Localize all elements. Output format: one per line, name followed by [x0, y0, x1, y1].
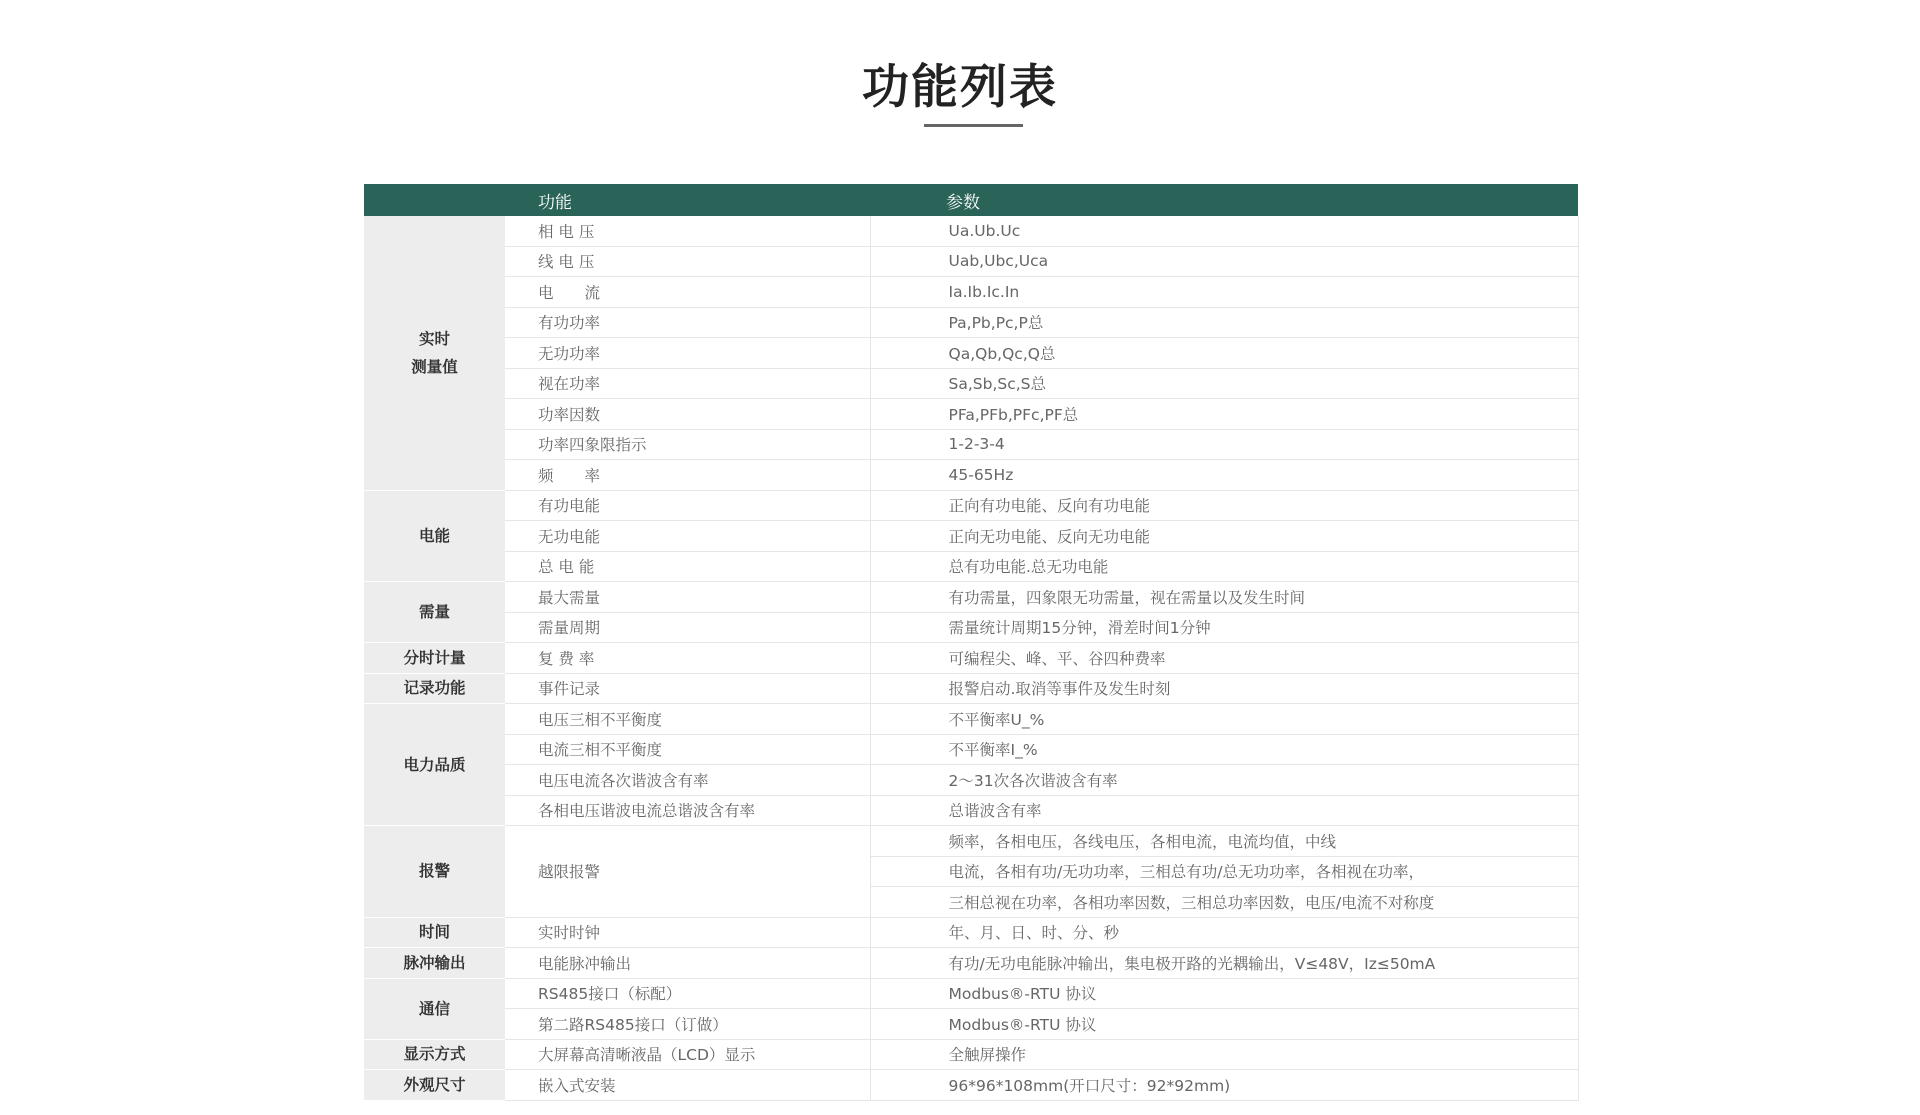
parameter-cell: 年、月、日、时、分、秒	[870, 917, 1578, 948]
table-row	[364, 490, 1578, 521]
parameter-cell: 需量统计周期15分钟，滑差时间1分钟	[870, 612, 1578, 643]
table-row	[364, 307, 1578, 338]
function-cell: 线 电 压	[505, 246, 870, 277]
parameter-cell: 正向有功电能、反向有功电能	[870, 490, 1578, 521]
category-cell	[364, 704, 505, 826]
category-label: 记录功能	[403, 679, 466, 698]
category-label: 分时计量	[403, 648, 466, 667]
function-cell: 无功功率	[505, 338, 870, 369]
table-row	[364, 399, 1578, 430]
table-row	[364, 368, 1578, 399]
parameter-cell: 2～31次各次谐波含有率	[870, 765, 1578, 796]
function-cell: 实时时钟	[505, 917, 870, 948]
table-row	[364, 948, 1578, 979]
category-label: 时间	[418, 923, 450, 942]
function-cell: 需量周期	[505, 612, 870, 643]
function-cell: 复 费 率	[505, 643, 870, 674]
page-title: 功能列表	[862, 60, 1058, 115]
table-row	[364, 765, 1578, 796]
table-row	[364, 246, 1578, 277]
parameter-cell: Qa,Qb,Qc,Q总	[870, 338, 1578, 369]
parameter-cell: 电流，各相有功/无功功率，三相总有功/总无功功率，各相视在功率，	[870, 856, 1578, 887]
function-cell: 电能脉冲输出	[505, 948, 870, 979]
parameter-cell: 总有功电能.总无功电能	[870, 551, 1578, 582]
category-label: 需量	[418, 603, 450, 621]
function-cell: 总 电 能	[505, 551, 870, 582]
function-cell: 电流三相不平衡度	[505, 734, 870, 765]
function-cell: 嵌入式安装	[505, 1070, 870, 1101]
function-cell: 最大需量	[505, 582, 870, 613]
parameter-cell: 不平衡率I_%	[870, 734, 1578, 765]
table-row	[364, 1039, 1578, 1070]
function-cell: 电压三相不平衡度	[505, 704, 870, 735]
table-row	[364, 551, 1578, 582]
parameter-cell: 1-2-3-4	[870, 429, 1578, 460]
header-category	[364, 184, 505, 216]
table-row	[364, 795, 1578, 826]
table-row	[364, 216, 1578, 246]
table-row	[364, 429, 1578, 460]
parameter-cell: 三相总视在功率，各相功率因数，三相总功率因数，电压/电流不对称度	[870, 887, 1578, 918]
function-cell: 事件记录	[505, 673, 870, 704]
category-cell	[364, 490, 505, 582]
function-cell: 无功电能	[505, 521, 870, 552]
category-cell	[364, 1039, 505, 1070]
function-cell: 电 流	[505, 277, 870, 308]
table-row	[364, 460, 1578, 491]
table-row	[364, 277, 1578, 308]
parameter-cell: 全触屏操作	[870, 1039, 1578, 1070]
table-row	[364, 704, 1578, 735]
header-parameter: 参数	[870, 184, 1578, 216]
table-row	[364, 521, 1578, 552]
category-label: 显示方式	[403, 1045, 466, 1064]
table-row	[364, 826, 1578, 857]
parameter-cell: Ua.Ub.Uc	[870, 216, 1578, 246]
table-row	[364, 643, 1578, 674]
table-row	[364, 612, 1578, 643]
parameter-cell: 45-65Hz	[870, 460, 1578, 491]
function-cell: 越限报警	[505, 826, 870, 918]
function-cell: 视在功率	[505, 368, 870, 399]
table-row	[364, 338, 1578, 369]
table-row	[364, 673, 1578, 704]
function-cell: 各相电压谐波电流总谐波含有率	[505, 795, 870, 826]
category-label: 测量值	[411, 357, 458, 376]
function-cell: 频 率	[505, 460, 870, 491]
parameter-cell: 报警启动.取消等事件及发生时刻	[870, 673, 1578, 704]
parameter-cell: Modbus®-RTU 协议	[870, 978, 1578, 1009]
table-row	[364, 1009, 1578, 1040]
table-row	[364, 917, 1578, 948]
category-label: 脉冲输出	[403, 953, 466, 972]
parameter-cell: 96*96*108mm(开口尺寸：92*92mm)	[870, 1070, 1578, 1101]
function-cell: 有功功率	[505, 307, 870, 338]
table-row	[364, 1070, 1578, 1101]
parameter-cell: Modbus®-RTU 协议	[870, 1009, 1578, 1040]
function-spec-table	[364, 184, 1579, 1101]
category-cell	[364, 216, 505, 490]
parameter-cell: Uab,Ubc,Uca	[870, 246, 1578, 277]
category-label: 电能	[418, 526, 450, 545]
function-cell: 电压电流各次谐波含有率	[505, 765, 870, 796]
category-cell	[364, 673, 505, 704]
category-cell	[364, 582, 505, 643]
category-cell	[364, 917, 505, 948]
parameter-cell: 频率，各相电压，各线电压，各相电流，电流均值，中线	[870, 826, 1578, 857]
table-row	[364, 582, 1578, 613]
function-cell: 大屏幕高清晰液晶（LCD）显示	[505, 1039, 870, 1070]
parameter-cell: Sa,Sb,Sc,S总	[870, 368, 1578, 399]
parameter-cell: 有功需量，四象限无功需量，视在需量以及发生时间	[870, 582, 1578, 613]
category-label: 电力品质	[403, 755, 466, 774]
function-cell: 第二路RS485接口（订做）	[505, 1009, 870, 1040]
category-label: 外观尺寸	[403, 1075, 466, 1094]
parameter-cell: Ia.Ib.Ic.In	[870, 277, 1578, 308]
category-label: 通信	[418, 999, 450, 1018]
function-cell: RS485接口（标配）	[505, 978, 870, 1009]
table-body	[364, 216, 1578, 1100]
category-label: 报警	[418, 862, 450, 881]
parameter-cell: Pa,Pb,Pc,P总	[870, 307, 1578, 338]
table-header-row	[364, 184, 1578, 216]
category-cell	[364, 643, 505, 674]
parameter-cell: 有功/无功电能脉冲输出，集电极开路的光耦输出，V≤48V，Iz≤50mA	[870, 948, 1578, 979]
parameter-cell: 可编程尖、峰、平、谷四种费率	[870, 643, 1578, 674]
parameter-cell: 总谐波含有率	[870, 795, 1578, 826]
category-cell	[364, 1070, 505, 1101]
table-row	[364, 978, 1578, 1009]
function-cell: 相 电 压	[505, 216, 870, 246]
function-cell: 有功电能	[505, 490, 870, 521]
parameter-cell: 不平衡率U_%	[870, 704, 1578, 735]
parameter-cell: PFa,PFb,PFc,PF总	[870, 399, 1578, 430]
category-cell	[364, 826, 505, 918]
function-cell: 功率因数	[505, 399, 870, 430]
category-cell	[364, 948, 505, 979]
parameter-cell: 正向无功电能、反向无功电能	[870, 521, 1578, 552]
category-label: 实时	[418, 329, 450, 348]
title-underline	[924, 124, 1023, 127]
table-row	[364, 734, 1578, 765]
header-function: 功能	[505, 184, 870, 216]
category-cell	[364, 978, 505, 1039]
function-cell: 功率四象限指示	[505, 429, 870, 460]
